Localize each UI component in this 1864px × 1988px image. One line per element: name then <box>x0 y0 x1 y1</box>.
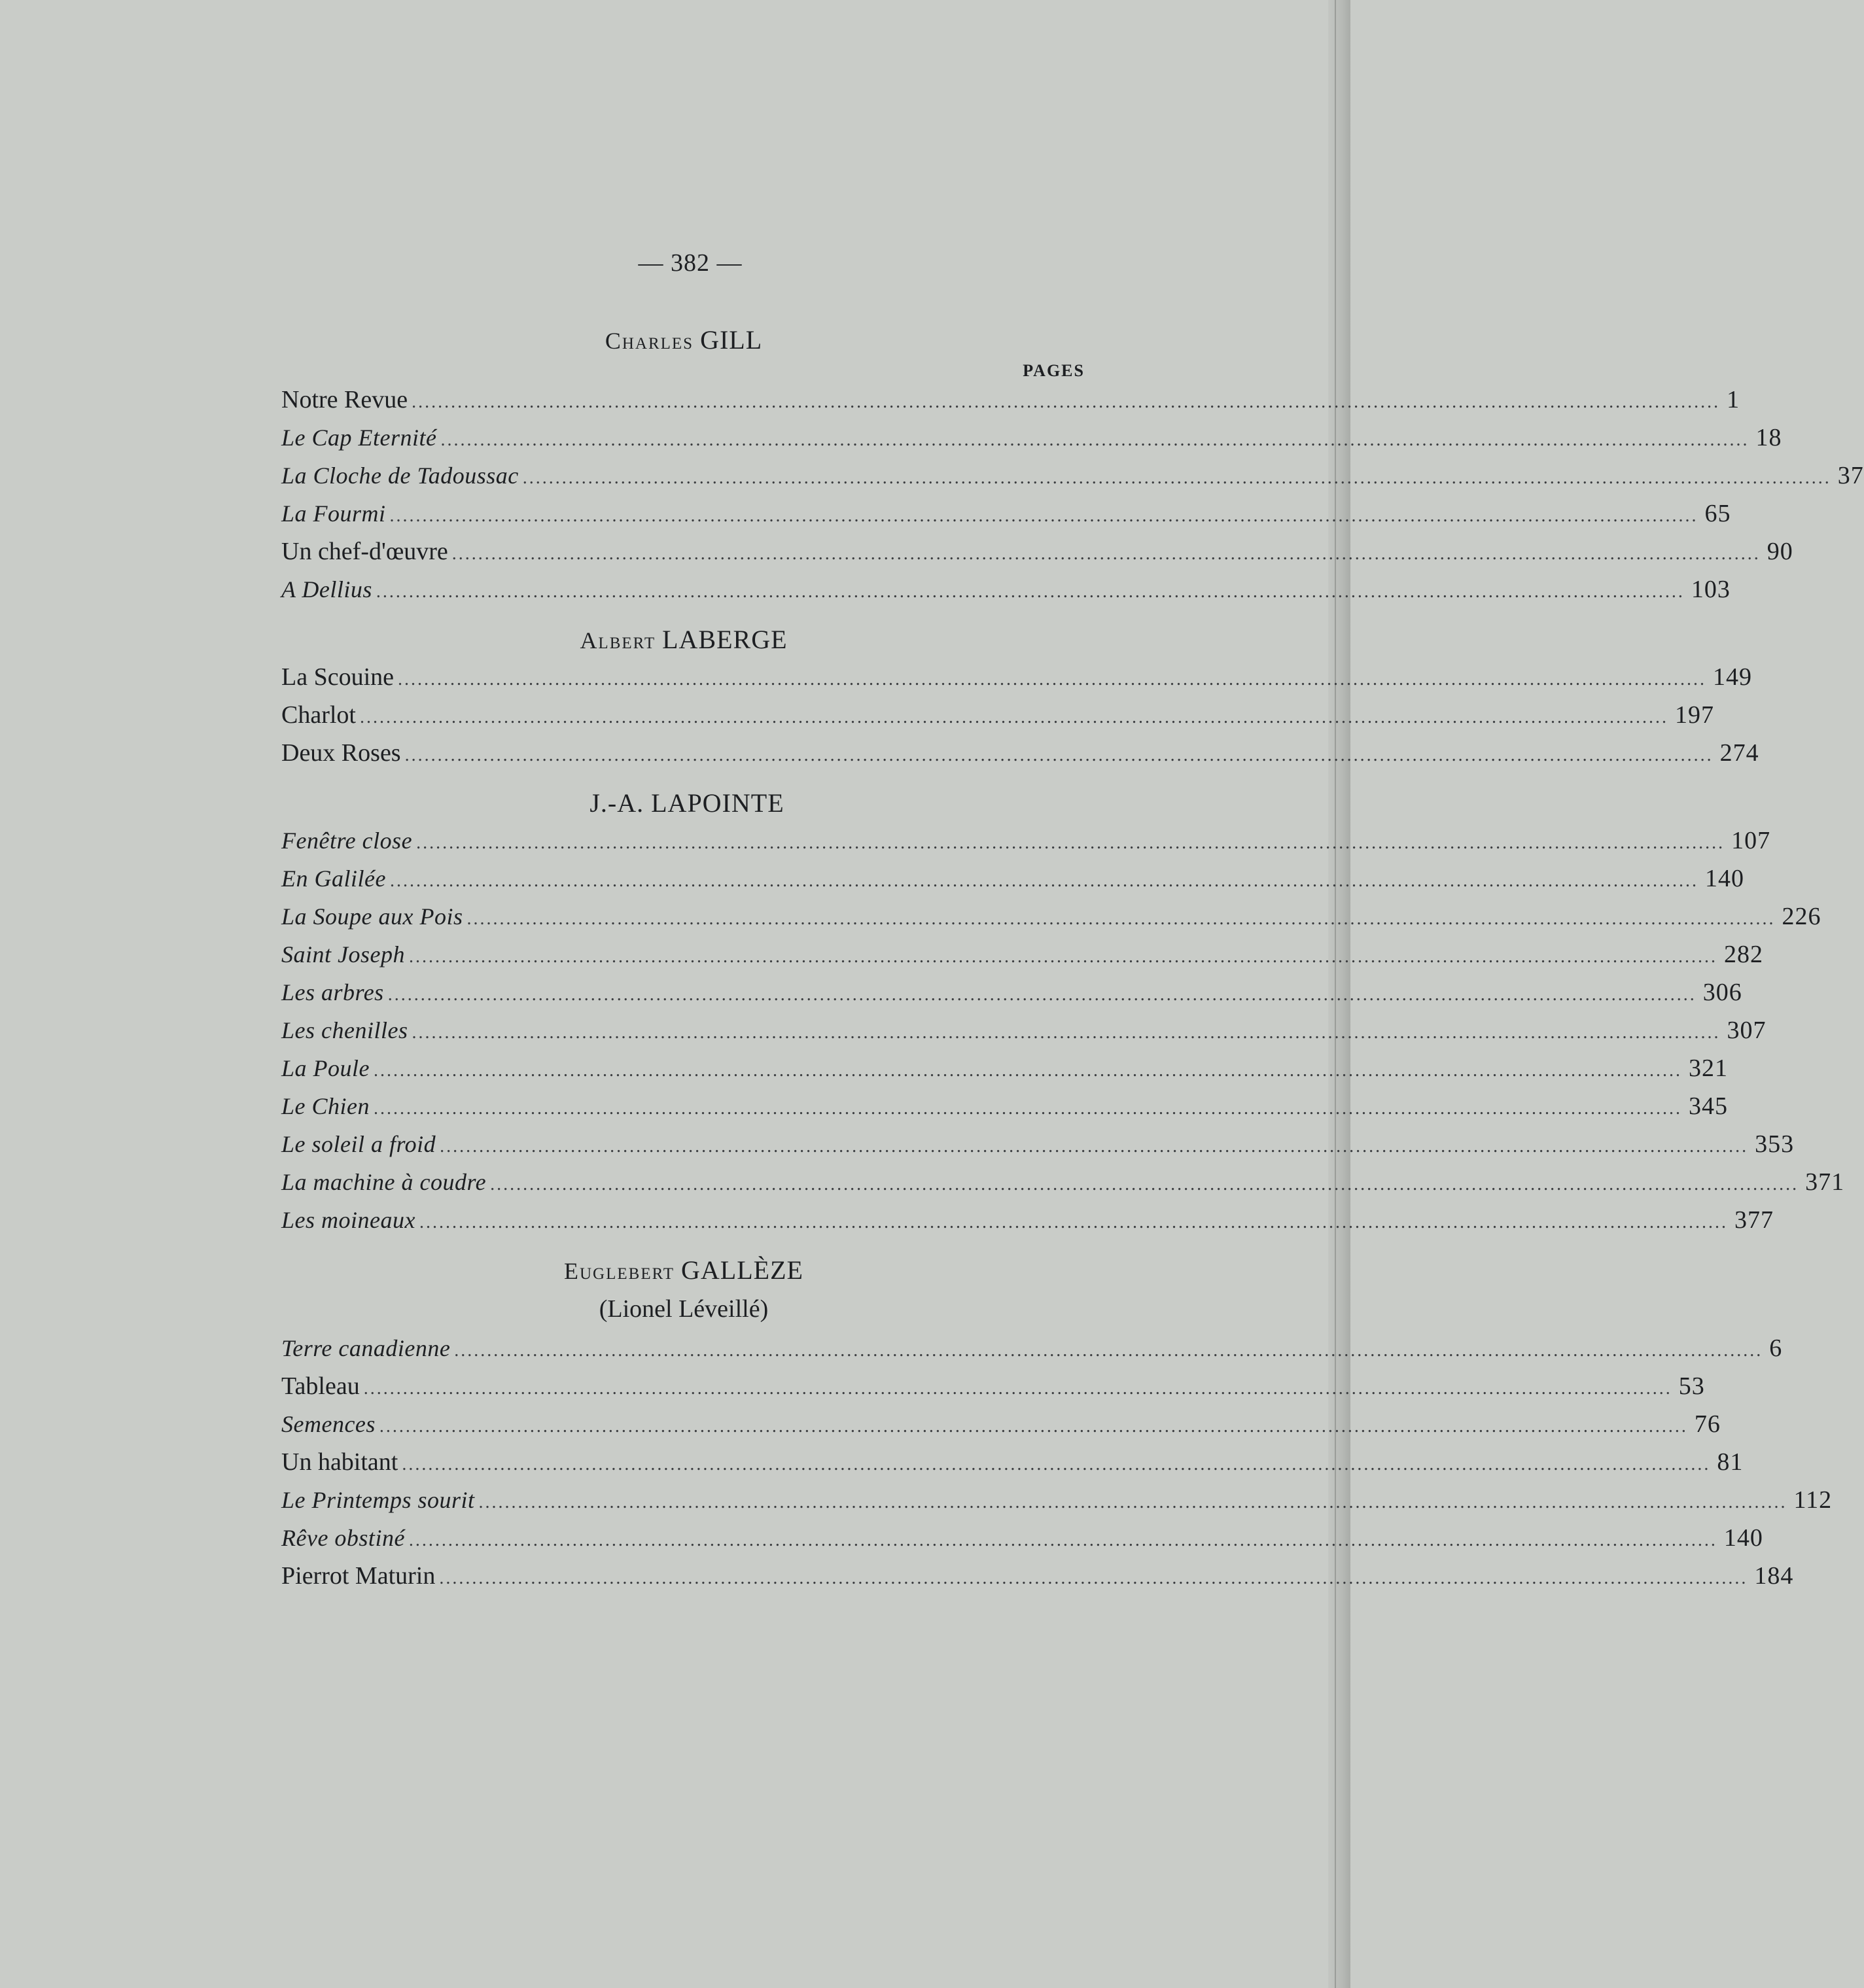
author-heading <box>281 785 1086 822</box>
entry-title: Rêve obstiné <box>281 1525 405 1551</box>
entry-page-number: 321 <box>1689 1055 1728 1082</box>
dot-leader: ........................................................................................................................................................................................................ <box>451 544 1761 564</box>
entry-page-number: 6 <box>1769 1334 1783 1362</box>
dot-leader: ........................................................................................................................................................................................................ <box>387 985 1697 1005</box>
toc-entry <box>281 1201 1774 1239</box>
entry-page-number: 103 <box>1691 576 1731 603</box>
entry-title: Les chenilles <box>281 1017 408 1043</box>
entry-page-number: 90 <box>1767 538 1793 565</box>
entry-page-number: 274 <box>1719 739 1759 767</box>
entry-page-number: 112 <box>1793 1486 1833 1514</box>
entry-page-number: 37 <box>1837 462 1864 489</box>
author-last-name: GILL <box>700 325 763 355</box>
entry-page-number: 282 <box>1723 941 1763 968</box>
dot-leader: ........................................................................................................................................................................................................ <box>376 582 1685 602</box>
entry-title: La Cloche de Tadoussac <box>281 462 519 489</box>
author-heading <box>281 1252 1086 1289</box>
entry-page-number: 81 <box>1717 1448 1744 1476</box>
entry-title: Le Printemps sourit <box>281 1487 475 1513</box>
dot-leader: ........................................................................................................................................................................................................ <box>440 430 1750 450</box>
entry-page-number: 377 <box>1734 1206 1774 1234</box>
entry-page-number: 353 <box>1755 1130 1795 1158</box>
section-galleze <box>281 1252 1833 1595</box>
toc-entry <box>281 381 1740 419</box>
toc-entry <box>281 1011 1767 1049</box>
entry-page-number: 226 <box>1782 903 1821 930</box>
dot-leader: ........................................................................................................................................................................................................ <box>440 1136 1749 1157</box>
toc-entry <box>281 898 1821 935</box>
dot-leader: ........................................................................................................................................................................................................ <box>398 669 1707 689</box>
dot-leader: ........................................................................................................................................................................................................ <box>408 947 1717 967</box>
toc-entry <box>281 1329 1783 1367</box>
entry-page-number: 184 <box>1754 1562 1794 1590</box>
toc-entry <box>281 1125 1795 1163</box>
dot-leader: ........................................................................................................................................................................................................ <box>439 1568 1748 1588</box>
entry-title: Le Chien <box>281 1093 370 1119</box>
entry-page-number: 345 <box>1689 1092 1728 1120</box>
entry-title: Les arbres <box>281 979 384 1005</box>
entry-page-number: 197 <box>1674 701 1714 729</box>
dot-leader: ........................................................................................................................................................................................................ <box>408 1530 1717 1550</box>
toc-entry <box>281 1087 1728 1125</box>
dot-leader: ........................................................................................................................................................................................................ <box>374 1098 1682 1119</box>
dot-leader: ........................................................................................................................................................................................................ <box>454 1340 1763 1361</box>
author-first-name: Albert <box>580 627 656 654</box>
author-last-name: GALLÈZE <box>681 1255 803 1285</box>
dot-leader: ........................................................................................................................................................................................................ <box>402 1454 1711 1474</box>
entry-title: Semences <box>281 1411 376 1437</box>
dot-leader: ........................................................................................................................................................................................................ <box>404 745 1714 765</box>
section-laberge <box>281 621 1759 772</box>
entry-title: Tableau <box>281 1372 360 1400</box>
entry-title: Terre canadienne <box>281 1335 451 1361</box>
entry-page-number: 53 <box>1678 1372 1705 1400</box>
toc-entry <box>281 457 1864 495</box>
entry-page-number: 306 <box>1702 979 1742 1006</box>
author-last-name: J.-A. LAPOINTE <box>589 788 784 818</box>
entry-title: La Soupe aux Pois <box>281 903 463 930</box>
toc-entry <box>281 495 1731 532</box>
entry-title: Un chef-d'œuvre <box>281 538 448 565</box>
entry-page-number: 65 <box>1704 500 1731 527</box>
dot-leader: ........................................................................................................................................................................................................ <box>466 909 1776 929</box>
toc-entry <box>281 532 1793 570</box>
toc-entry <box>281 1443 1744 1481</box>
author-heading <box>281 621 1086 658</box>
toc-entry <box>281 419 1782 457</box>
dot-leader: ........................................................................................................................................................................................................ <box>490 1174 1799 1195</box>
entry-title: En Galilée <box>281 865 386 892</box>
toc-entry <box>281 1519 1763 1557</box>
toc-entry <box>281 1557 1794 1595</box>
author-first-name: Euglebert <box>564 1258 675 1284</box>
entry-page-number: 1 <box>1727 386 1740 413</box>
entry-title: Deux Roses <box>281 739 401 767</box>
dot-leader: ........................................................................................................................................................................................................ <box>379 1416 1688 1437</box>
toc-entry <box>281 734 1759 772</box>
toc-entry <box>281 696 1714 734</box>
toc-entry <box>281 658 1753 696</box>
toc-entry <box>281 973 1742 1011</box>
dot-leader: ........................................................................................................................................................................................................ <box>522 468 1831 488</box>
entry-page-number: 140 <box>1704 865 1744 892</box>
toc-entry <box>281 570 1731 608</box>
entry-page-number: 76 <box>1694 1410 1721 1438</box>
dot-leader: ........................................................................................................................................................................................................ <box>389 506 1698 526</box>
entry-title: Fenêtre close <box>281 828 413 854</box>
entry-title: Les moineaux <box>281 1207 415 1233</box>
dot-leader: ........................................................................................................................................................................................................ <box>389 871 1698 891</box>
toc-entry <box>281 935 1763 973</box>
author-pseudonym: (Lionel Léveillé) <box>599 1295 769 1323</box>
entry-title: La Scouine <box>281 663 395 691</box>
toc-entry <box>281 1049 1728 1087</box>
entry-page-number: 140 <box>1723 1524 1763 1552</box>
entry-title: Un habitant <box>281 1448 398 1476</box>
entry-page-number: 371 <box>1805 1168 1845 1196</box>
entry-title: Notre Revue <box>281 386 408 413</box>
entry-title: La Fourmi <box>281 500 386 527</box>
toc-entry <box>281 1163 1845 1201</box>
entry-page-number: 307 <box>1727 1017 1767 1044</box>
toc-entry <box>281 1367 1705 1405</box>
section-lapointe <box>281 785 1845 1239</box>
entry-page-number: 107 <box>1731 827 1771 854</box>
dot-leader: ........................................................................................................................................................................................................ <box>416 833 1725 853</box>
entry-page-number: 149 <box>1713 663 1753 691</box>
entry-title: Pierrot Maturin <box>281 1562 436 1590</box>
entry-title: La Poule <box>281 1055 370 1081</box>
toc-entry <box>281 822 1771 860</box>
dot-leader: ........................................................................................................................................................................................................ <box>419 1212 1728 1232</box>
dot-leader: ........................................................................................................................................................................................................ <box>478 1492 1787 1512</box>
entry-title: Le soleil a froid <box>281 1131 436 1157</box>
author-last-name: LABERGE <box>662 625 788 654</box>
table-of-contents <box>281 249 1864 1595</box>
entry-title: Charlot <box>281 701 356 729</box>
author-heading <box>281 322 1086 358</box>
entry-title: La machine à coudre <box>281 1169 487 1195</box>
dot-leader: ........................................................................................................................................................................................................ <box>374 1060 1682 1081</box>
toc-entry <box>281 1481 1833 1519</box>
pages-column-header: PAGES <box>1023 361 1085 380</box>
dot-leader: ........................................................................................................................................................................................................ <box>412 392 1721 412</box>
entry-title: Saint Joseph <box>281 941 405 968</box>
dot-leader: ........................................................................................................................................................................................................ <box>363 1378 1672 1399</box>
dot-leader: ........................................................................................................................................................................................................ <box>412 1022 1721 1043</box>
entry-title: Le Cap Eternité <box>281 425 437 451</box>
section-gill <box>281 322 1864 608</box>
entry-page-number: 18 <box>1755 424 1782 451</box>
dot-leader: ........................................................................................................................................................................................................ <box>359 707 1668 727</box>
author-first-name: Charles <box>605 328 694 354</box>
toc-entry <box>281 1405 1721 1443</box>
toc-entry <box>281 860 1744 898</box>
page-number: — 382 — <box>638 249 743 277</box>
entry-title: A Dellius <box>281 576 372 602</box>
